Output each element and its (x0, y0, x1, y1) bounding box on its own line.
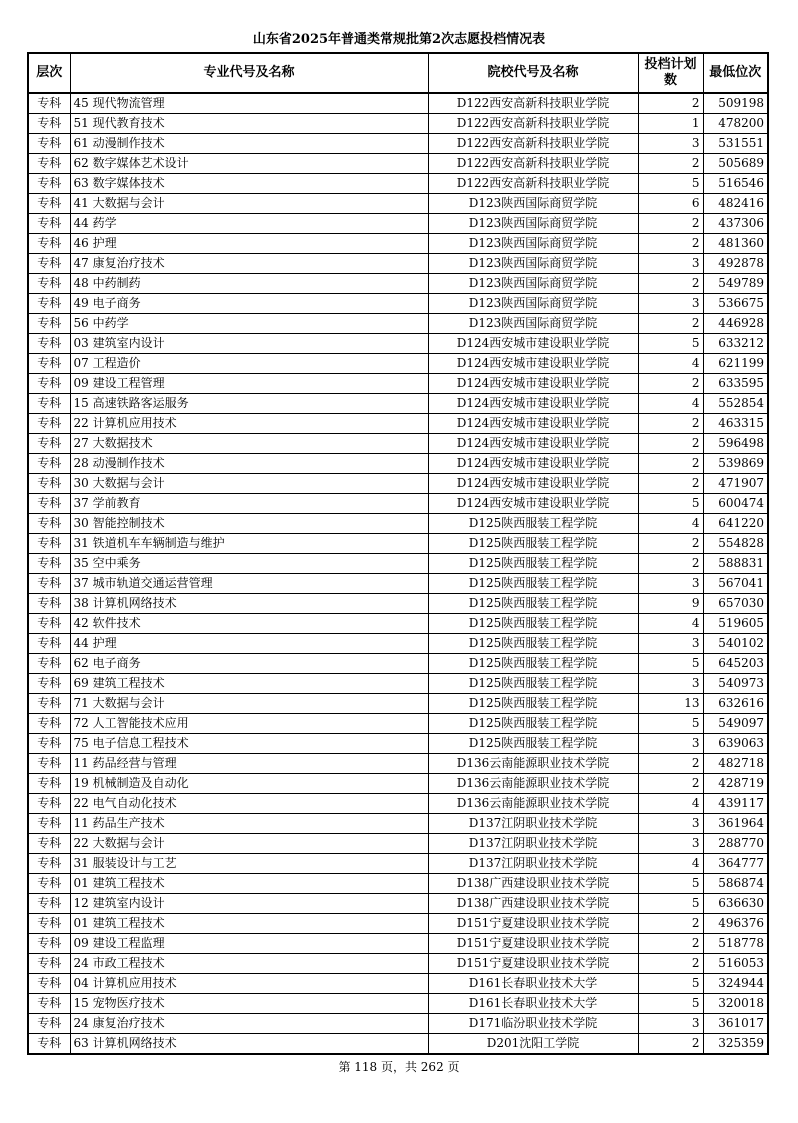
school-cell: D151宁夏建设职业技术学院 (428, 934, 638, 954)
major-cell: 63 计算机网络技术 (70, 1034, 428, 1055)
min-rank-cell: 549789 (703, 274, 768, 294)
min-rank-cell: 645203 (703, 654, 768, 674)
school-cell: D137江阴职业技术学院 (428, 814, 638, 834)
plan-count-cell: 9 (638, 594, 703, 614)
level-cell: 专科 (28, 354, 70, 374)
school-cell: D151宁夏建设职业技术学院 (428, 954, 638, 974)
school-cell: D122西安高新科技职业学院 (428, 114, 638, 134)
school-cell: D124西安城市建设职业学院 (428, 354, 638, 374)
table-row (28, 634, 768, 654)
major-cell: 51 现代教育技术 (70, 114, 428, 134)
plan-count-cell: 2 (638, 93, 703, 114)
table-row (28, 294, 768, 314)
major-cell: 35 空中乘务 (70, 554, 428, 574)
school-cell: D137江阴职业技术学院 (428, 854, 638, 874)
table-row (28, 374, 768, 394)
plan-count-cell: 4 (638, 794, 703, 814)
min-rank-cell: 518778 (703, 934, 768, 954)
level-cell: 专科 (28, 834, 70, 854)
min-rank-cell: 554828 (703, 534, 768, 554)
plan-count-cell: 4 (638, 614, 703, 634)
school-cell: D124西安城市建设职业学院 (428, 334, 638, 354)
level-cell: 专科 (28, 654, 70, 674)
plan-count-cell: 5 (638, 654, 703, 674)
table-row (28, 234, 768, 254)
major-cell: 37 学前教育 (70, 494, 428, 514)
plan-count-cell: 2 (638, 274, 703, 294)
major-cell: 71 大数据与会计 (70, 694, 428, 714)
level-cell: 专科 (28, 994, 70, 1014)
table-row (28, 974, 768, 994)
plan-count-cell: 2 (638, 954, 703, 974)
table-row (28, 594, 768, 614)
plan-count-cell: 5 (638, 714, 703, 734)
table-row (28, 854, 768, 874)
major-cell: 63 数字媒体技术 (70, 174, 428, 194)
min-rank-cell: 633595 (703, 374, 768, 394)
major-cell: 12 建筑室内设计 (70, 894, 428, 914)
table-row (28, 434, 768, 454)
min-rank-cell: 516053 (703, 954, 768, 974)
major-cell: 31 服装设计与工艺 (70, 854, 428, 874)
min-rank-cell: 549097 (703, 714, 768, 734)
min-rank-cell: 364777 (703, 854, 768, 874)
major-cell: 72 人工智能技术应用 (70, 714, 428, 734)
min-rank-cell: 540102 (703, 634, 768, 654)
school-cell: D123陕西国际商贸学院 (428, 234, 638, 254)
level-cell: 专科 (28, 294, 70, 314)
school-cell: D122西安高新科技职业学院 (428, 134, 638, 154)
plan-count-cell: 3 (638, 734, 703, 754)
min-rank-cell: 505689 (703, 154, 768, 174)
level-cell: 专科 (28, 614, 70, 634)
plan-count-cell: 2 (638, 474, 703, 494)
major-cell: 44 药学 (70, 214, 428, 234)
table-row (28, 914, 768, 934)
table-row (28, 1014, 768, 1034)
min-rank-cell: 621199 (703, 354, 768, 374)
major-cell: 44 护理 (70, 634, 428, 654)
level-cell: 专科 (28, 634, 70, 654)
major-cell: 03 建筑室内设计 (70, 334, 428, 354)
level-cell: 专科 (28, 974, 70, 994)
school-cell: D136云南能源职业技术学院 (428, 794, 638, 814)
table-row (28, 514, 768, 534)
page-footer: 第 118 页，共 262 页 (338, 1060, 460, 1074)
school-cell: D124西安城市建设职业学院 (428, 374, 638, 394)
min-rank-cell: 471907 (703, 474, 768, 494)
level-cell: 专科 (28, 234, 70, 254)
min-rank-cell: 439117 (703, 794, 768, 814)
major-cell: 48 中药制药 (70, 274, 428, 294)
plan-count-cell: 2 (638, 774, 703, 794)
table-row (28, 334, 768, 354)
min-rank-cell: 636630 (703, 894, 768, 914)
major-cell: 30 大数据与会计 (70, 474, 428, 494)
table-row (28, 754, 768, 774)
min-rank-cell: 596498 (703, 434, 768, 454)
school-cell: D123陕西国际商贸学院 (428, 294, 638, 314)
min-rank-cell: 437306 (703, 214, 768, 234)
major-cell: 01 建筑工程技术 (70, 914, 428, 934)
min-rank-cell: 536675 (703, 294, 768, 314)
school-cell: D171临汾职业技术学院 (428, 1014, 638, 1034)
table-row (28, 93, 768, 114)
major-cell: 24 市政工程技术 (70, 954, 428, 974)
min-rank-cell: 428719 (703, 774, 768, 794)
level-cell: 专科 (28, 374, 70, 394)
level-cell: 专科 (28, 814, 70, 834)
school-cell: D123陕西国际商贸学院 (428, 194, 638, 214)
header-major: 专业代号及名称 (70, 53, 428, 93)
min-rank-cell: 325359 (703, 1034, 768, 1055)
major-cell: 41 大数据与会计 (70, 194, 428, 214)
school-cell: D125陕西服装工程学院 (428, 594, 638, 614)
major-cell: 47 康复治疗技术 (70, 254, 428, 274)
table-row (28, 494, 768, 514)
table-row (28, 774, 768, 794)
table-row (28, 254, 768, 274)
major-cell: 11 药品经营与管理 (70, 754, 428, 774)
level-cell: 专科 (28, 874, 70, 894)
major-cell: 22 大数据与会计 (70, 834, 428, 854)
min-rank-cell: 600474 (703, 494, 768, 514)
table-row (28, 314, 768, 334)
table-row (28, 394, 768, 414)
level-cell: 专科 (28, 434, 70, 454)
major-cell: 31 铁道机车车辆制造与维护 (70, 534, 428, 554)
min-rank-cell: 463315 (703, 414, 768, 434)
table-row (28, 654, 768, 674)
plan-count-cell: 3 (638, 134, 703, 154)
table-row (28, 274, 768, 294)
school-cell: D124西安城市建设职业学院 (428, 454, 638, 474)
school-cell: D125陕西服装工程学院 (428, 634, 638, 654)
level-cell: 专科 (28, 514, 70, 534)
school-cell: D124西安城市建设职业学院 (428, 434, 638, 454)
plan-count-cell: 3 (638, 814, 703, 834)
header-school: 院校代号及名称 (428, 53, 638, 93)
level-cell: 专科 (28, 534, 70, 554)
school-cell: D122西安高新科技职业学院 (428, 174, 638, 194)
school-cell: D123陕西国际商贸学院 (428, 254, 638, 274)
level-cell: 专科 (28, 594, 70, 614)
plan-count-cell: 2 (638, 374, 703, 394)
school-cell: D124西安城市建设职业学院 (428, 414, 638, 434)
table-row (28, 194, 768, 214)
table-row (28, 994, 768, 1014)
level-cell: 专科 (28, 394, 70, 414)
level-cell: 专科 (28, 414, 70, 434)
table-row (28, 614, 768, 634)
major-cell: 62 数字媒体艺术设计 (70, 154, 428, 174)
min-rank-cell: 567041 (703, 574, 768, 594)
table-row (28, 794, 768, 814)
school-cell: D201沈阳工学院 (428, 1034, 638, 1055)
major-cell: 24 康复治疗技术 (70, 1014, 428, 1034)
plan-count-cell: 5 (638, 874, 703, 894)
level-cell: 专科 (28, 894, 70, 914)
table-row (28, 454, 768, 474)
plan-count-cell: 4 (638, 854, 703, 874)
plan-count-cell: 2 (638, 534, 703, 554)
plan-count-cell: 4 (638, 514, 703, 534)
plan-count-cell: 5 (638, 494, 703, 514)
school-cell: D125陕西服装工程学院 (428, 674, 638, 694)
plan-count-cell: 2 (638, 554, 703, 574)
table-row (28, 934, 768, 954)
major-cell: 69 建筑工程技术 (70, 674, 428, 694)
min-rank-cell: 481360 (703, 234, 768, 254)
table-row (28, 534, 768, 554)
level-cell: 专科 (28, 154, 70, 174)
school-cell: D124西安城市建设职业学院 (428, 474, 638, 494)
major-cell: 27 大数据技术 (70, 434, 428, 454)
major-cell: 45 现代物流管理 (70, 93, 428, 114)
school-cell: D125陕西服装工程学院 (428, 554, 638, 574)
major-cell: 15 高速铁路客运服务 (70, 394, 428, 414)
min-rank-cell: 492878 (703, 254, 768, 274)
min-rank-cell: 552854 (703, 394, 768, 414)
level-cell: 专科 (28, 954, 70, 974)
major-cell: 01 建筑工程技术 (70, 874, 428, 894)
table-row (28, 734, 768, 754)
plan-count-cell: 5 (638, 994, 703, 1014)
plan-count-cell: 2 (638, 434, 703, 454)
min-rank-cell: 509198 (703, 93, 768, 114)
plan-count-cell: 3 (638, 574, 703, 594)
school-cell: D123陕西国际商贸学院 (428, 214, 638, 234)
school-cell: D137江阴职业技术学院 (428, 834, 638, 854)
table-row (28, 954, 768, 974)
level-cell: 专科 (28, 494, 70, 514)
level-cell: 专科 (28, 734, 70, 754)
school-cell: D161长春职业技术大学 (428, 974, 638, 994)
school-cell: D138广西建设职业技术学院 (428, 894, 638, 914)
min-rank-cell: 632616 (703, 694, 768, 714)
plan-count-cell: 13 (638, 694, 703, 714)
min-rank-cell: 496376 (703, 914, 768, 934)
plan-count-cell: 6 (638, 194, 703, 214)
plan-count-cell: 2 (638, 754, 703, 774)
table-row (28, 114, 768, 134)
level-cell: 专科 (28, 1034, 70, 1055)
plan-count-cell: 4 (638, 394, 703, 414)
level-cell: 专科 (28, 314, 70, 334)
level-cell: 专科 (28, 454, 70, 474)
plan-count-cell: 3 (638, 834, 703, 854)
min-rank-cell: 482718 (703, 754, 768, 774)
major-cell: 19 机械制造及自动化 (70, 774, 428, 794)
level-cell: 专科 (28, 114, 70, 134)
table-row (28, 834, 768, 854)
plan-count-cell: 2 (638, 414, 703, 434)
level-cell: 专科 (28, 714, 70, 734)
school-cell: D125陕西服装工程学院 (428, 654, 638, 674)
major-cell: 07 工程造价 (70, 354, 428, 374)
school-cell: D125陕西服装工程学院 (428, 614, 638, 634)
plan-count-cell: 2 (638, 214, 703, 234)
plan-count-cell: 3 (638, 254, 703, 274)
major-cell: 56 中药学 (70, 314, 428, 334)
min-rank-cell: 519605 (703, 614, 768, 634)
school-cell: D161长春职业技术大学 (428, 994, 638, 1014)
plan-count-cell: 3 (638, 634, 703, 654)
plan-count-cell: 2 (638, 314, 703, 334)
min-rank-cell: 324944 (703, 974, 768, 994)
major-cell: 22 电气自动化技术 (70, 794, 428, 814)
school-cell: D151宁夏建设职业技术学院 (428, 914, 638, 934)
school-cell: D122西安高新科技职业学院 (428, 93, 638, 114)
level-cell: 专科 (28, 93, 70, 114)
school-cell: D125陕西服装工程学院 (428, 714, 638, 734)
plan-count-cell: 2 (638, 1034, 703, 1055)
plan-count-cell: 5 (638, 334, 703, 354)
table-row (28, 894, 768, 914)
major-cell: 30 智能控制技术 (70, 514, 428, 534)
admission-table (27, 52, 769, 1055)
min-rank-cell: 482416 (703, 194, 768, 214)
min-rank-cell: 641220 (703, 514, 768, 534)
plan-count-cell: 3 (638, 1014, 703, 1034)
table-row (28, 554, 768, 574)
table-row (28, 814, 768, 834)
major-cell: 28 动漫制作技术 (70, 454, 428, 474)
plan-count-cell: 3 (638, 294, 703, 314)
plan-count-cell: 2 (638, 934, 703, 954)
table-row (28, 154, 768, 174)
major-cell: 09 建设工程监理 (70, 934, 428, 954)
header-plan-count: 投档计划数 (638, 53, 703, 93)
table-row (28, 1034, 768, 1055)
level-cell: 专科 (28, 794, 70, 814)
table-row (28, 174, 768, 194)
school-cell: D124西安城市建设职业学院 (428, 394, 638, 414)
level-cell: 专科 (28, 194, 70, 214)
table-row (28, 714, 768, 734)
min-rank-cell: 586874 (703, 874, 768, 894)
plan-count-cell: 2 (638, 914, 703, 934)
school-cell: D125陕西服装工程学院 (428, 694, 638, 714)
min-rank-cell: 539869 (703, 454, 768, 474)
min-rank-cell: 478200 (703, 114, 768, 134)
plan-count-cell: 5 (638, 174, 703, 194)
min-rank-cell: 639063 (703, 734, 768, 754)
school-cell: D125陕西服装工程学院 (428, 534, 638, 554)
school-cell: D124西安城市建设职业学院 (428, 494, 638, 514)
level-cell: 专科 (28, 134, 70, 154)
level-cell: 专科 (28, 674, 70, 694)
min-rank-cell: 516546 (703, 174, 768, 194)
table-row (28, 134, 768, 154)
school-cell: D125陕西服装工程学院 (428, 574, 638, 594)
min-rank-cell: 361964 (703, 814, 768, 834)
major-cell: 15 宠物医疗技术 (70, 994, 428, 1014)
school-cell: D136云南能源职业技术学院 (428, 754, 638, 774)
plan-count-cell: 2 (638, 154, 703, 174)
major-cell: 37 城市轨道交通运营管理 (70, 574, 428, 594)
min-rank-cell: 320018 (703, 994, 768, 1014)
table-row (28, 574, 768, 594)
plan-count-cell: 5 (638, 894, 703, 914)
major-cell: 04 计算机应用技术 (70, 974, 428, 994)
school-cell: D123陕西国际商贸学院 (428, 314, 638, 334)
table-row (28, 214, 768, 234)
major-cell: 11 药品生产技术 (70, 814, 428, 834)
min-rank-cell: 633212 (703, 334, 768, 354)
level-cell: 专科 (28, 174, 70, 194)
level-cell: 专科 (28, 474, 70, 494)
plan-count-cell: 4 (638, 354, 703, 374)
school-cell: D138广西建设职业技术学院 (428, 874, 638, 894)
table-row (28, 694, 768, 714)
major-cell: 42 软件技术 (70, 614, 428, 634)
school-cell: D125陕西服装工程学院 (428, 734, 638, 754)
major-cell: 09 建设工程管理 (70, 374, 428, 394)
table-row (28, 474, 768, 494)
major-cell: 38 计算机网络技术 (70, 594, 428, 614)
level-cell: 专科 (28, 254, 70, 274)
table-header-row (28, 53, 768, 93)
level-cell: 专科 (28, 934, 70, 954)
school-cell: D122西安高新科技职业学院 (428, 154, 638, 174)
level-cell: 专科 (28, 334, 70, 354)
plan-count-cell: 2 (638, 454, 703, 474)
min-rank-cell: 288770 (703, 834, 768, 854)
level-cell: 专科 (28, 1014, 70, 1034)
level-cell: 专科 (28, 574, 70, 594)
level-cell: 专科 (28, 754, 70, 774)
table-row (28, 414, 768, 434)
school-cell: D123陕西国际商贸学院 (428, 274, 638, 294)
min-rank-cell: 361017 (703, 1014, 768, 1034)
school-cell: D125陕西服装工程学院 (428, 514, 638, 534)
min-rank-cell: 540973 (703, 674, 768, 694)
school-cell: D136云南能源职业技术学院 (428, 774, 638, 794)
level-cell: 专科 (28, 694, 70, 714)
page-title: 山东省2025年普通类常规批第2次志愿投档情况表 (252, 32, 546, 47)
min-rank-cell: 588831 (703, 554, 768, 574)
plan-count-cell: 5 (638, 974, 703, 994)
table-row (28, 354, 768, 374)
table-row (28, 874, 768, 894)
plan-count-cell: 3 (638, 674, 703, 694)
level-cell: 专科 (28, 214, 70, 234)
level-cell: 专科 (28, 774, 70, 794)
major-cell: 62 电子商务 (70, 654, 428, 674)
major-cell: 49 电子商务 (70, 294, 428, 314)
level-cell: 专科 (28, 914, 70, 934)
major-cell: 61 动漫制作技术 (70, 134, 428, 154)
min-rank-cell: 657030 (703, 594, 768, 614)
level-cell: 专科 (28, 854, 70, 874)
header-min-rank: 最低位次 (703, 53, 768, 93)
plan-count-cell: 2 (638, 234, 703, 254)
major-cell: 46 护理 (70, 234, 428, 254)
level-cell: 专科 (28, 274, 70, 294)
level-cell: 专科 (28, 554, 70, 574)
plan-count-cell: 1 (638, 114, 703, 134)
major-cell: 22 计算机应用技术 (70, 414, 428, 434)
major-cell: 75 电子信息工程技术 (70, 734, 428, 754)
min-rank-cell: 531551 (703, 134, 768, 154)
min-rank-cell: 446928 (703, 314, 768, 334)
table-row (28, 674, 768, 694)
header-level: 层次 (28, 53, 70, 93)
